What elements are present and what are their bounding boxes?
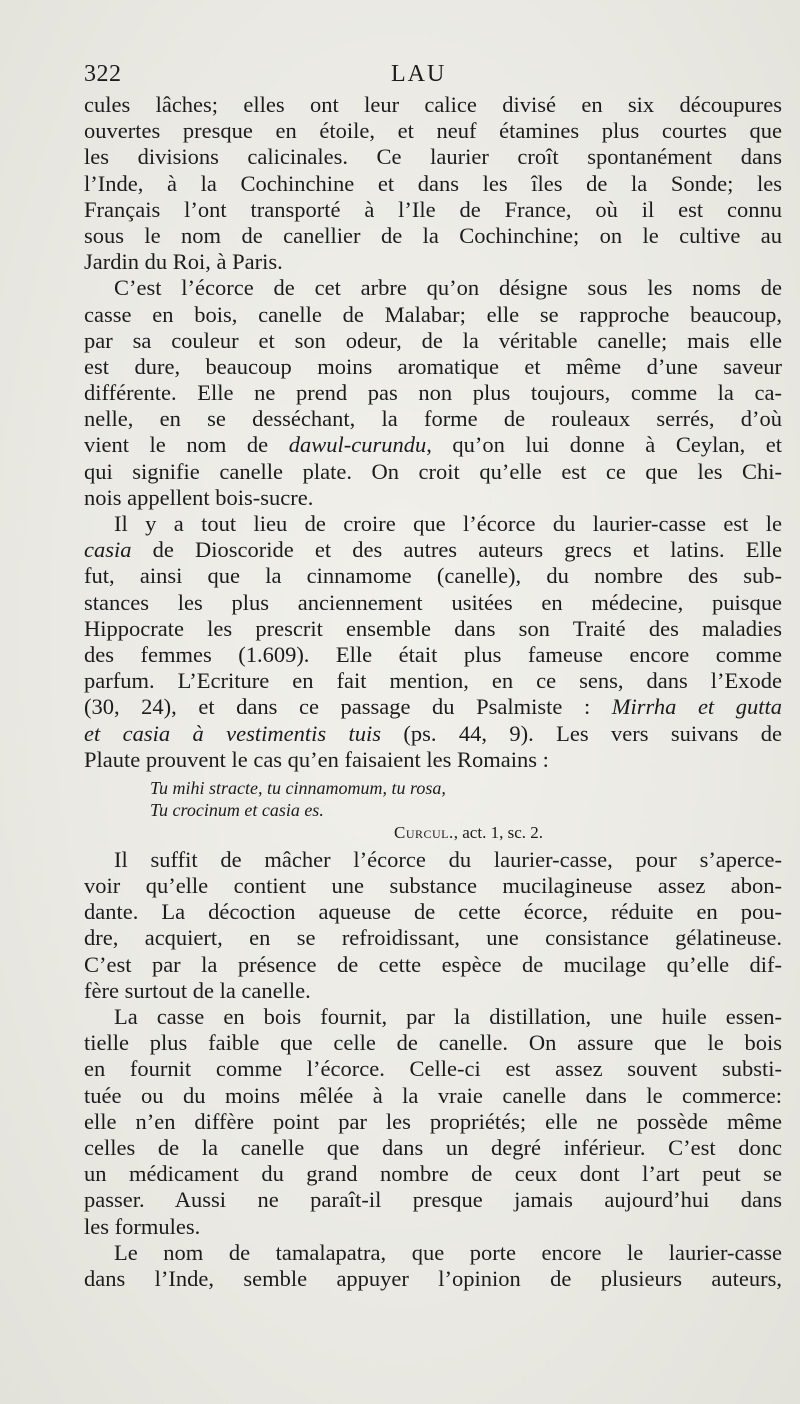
text-line: dre, acquiert, en se refroidissant, une consistance gélatineuse. [84,925,782,951]
text-line: dante. La décoction aqueuse de cette écorce, réduite en pou- [84,899,782,925]
text-run: (ps. 44, 9). Les vers suivans de [381,720,782,746]
text-line [84,537,782,563]
text-line: nois appellent bois-sucre. [84,484,314,510]
citation-ref: , act. 1, sc. 2. [453,822,543,842]
paragraph-3 [84,511,782,773]
text-line: sous le nom de canellier de la Cochinchine; on le cultive au [84,222,782,248]
text-line: est dure, beaucoup moins aromatique et même d’une saveur [84,353,782,379]
verse-quote [84,777,782,845]
text-run: , qu’on lui donne à Ceylan, et [426,432,782,458]
text-line: casse en bois, canelle de Malabar; elle se rapproche beaucoup, [84,301,782,327]
text-line: Il y a tout lieu de croire que l’écorce du laurier-casse est le [114,511,782,536]
paragraph-5 [84,1004,782,1240]
text-line: parfum. L’Ecriture en fait mention, en ce sens, dans l’Exode [84,668,782,694]
italic-quote: Mirrha et gutta [611,694,783,720]
page-number: 322 [84,61,122,87]
paragraph-4 [84,847,782,1004]
text-run: vient le nom de [84,432,289,458]
text-line: fère surtout de la canelle. [84,977,311,1003]
text-line: C’est l’écorce de cet arbre qu’on désigne sous les noms de [114,275,782,301]
text-line: La casse en bois fournit, par la distillation, une huile essen- [114,1004,782,1029]
paragraph-2 [84,275,782,511]
text-line: C’est par la présence de cette espèce de mucilage qu’elle dif- [84,951,782,977]
text-line: Il suffit de mâcher l’écorce du laurier-casse, pour s’aperce- [114,846,782,872]
text-line: un médicament du grand nombre de ceux dont l’art peut se [84,1161,782,1187]
text-line: Plaute prouvent le cas qu’en faisaient les Romains : [84,746,549,772]
italic-quote: et casia à vestimentis tuis [84,720,381,746]
page-header [84,60,782,92]
text-line: les divisions calicinales. Ce laurier croît spontanément dans [84,144,782,170]
text-line: Hippocrate les prescrit ensemble dans son Traité des maladies [84,615,782,641]
text-line: celles de la canelle que dans un degré inférieur. C’est donc [84,1134,782,1160]
text-line: tuée ou du moins mêlée à la vraie canelle dans le commerce: [84,1082,782,1108]
text-line: fut, ainsi que la cinnamome (canelle), du nombre des sub- [84,563,782,589]
text-line: Jardin du Roi, à Paris. [84,249,283,275]
text-line [84,694,782,720]
text-line: qui signifie canelle plate. On croit qu’elle est ce que les Chi- [84,458,782,484]
text-line: cules lâches; elles ont leur calice divisé en six découpures [84,92,782,117]
page-text [84,60,782,1292]
verse-line: Tu mihi stracte, tu cinnamomum, tu rosa, [150,777,446,798]
running-head: LAU [391,61,447,87]
text-line: passer. Aussi ne paraît-il presque jamais aujourd’hui dans [84,1187,782,1213]
text-run: (30, 24), et dans ce passage du Psalmiste : [84,694,612,720]
text-line: Le nom de tamalapatra, que porte encore le laurier-casse [114,1239,782,1265]
text-line: Français l’ont transporté à l’Ile de France, où il est connu [84,196,782,222]
text-line [84,721,782,747]
text-line: stances les plus anciennement usitées en médecine, puisque [84,589,782,615]
text-line: nelle, en se desséchant, la forme de rouleaux serrés, d’où [84,406,782,432]
text-line: en fournit comme l’écorce. Celle-ci est assez souvent substi- [84,1056,782,1082]
verse-line: Tu crocinum et casia es. [150,799,324,820]
paragraph-6 [84,1240,782,1292]
text-line: elle n’en diffère point par les propriétés; elle ne possède même [84,1108,782,1134]
text-line: l’Inde, à la Cochinchine et dans les îles de la Sonde; les [84,170,782,196]
text-line: les formules. [84,1213,201,1239]
text-line: voir qu’elle contient une substance mucilagineuse assez abon- [84,873,782,899]
text-line: ouvertes presque en étoile, et neuf étamines plus courtes que [84,118,782,144]
italic-term: dawul-curundu [288,432,427,458]
quote-citation [84,821,782,845]
text-line: dans l’Inde, semble appuyer l’opinion de plusieurs auteurs, [84,1265,782,1291]
text-line [84,432,782,458]
text-line: par sa couleur et son odeur, de la véritable canelle; mais elle [84,327,782,353]
paragraph-1 [84,92,782,275]
text-line: différente. Elle ne prend pas non plus toujours, comme la ca- [84,380,782,406]
text-run: de Dioscoride et des autres auteurs grecs et latins. Elle [131,537,782,563]
text-line: des femmes (1.609). Elle était plus fameuse encore comme [84,641,782,667]
text-line: tielle plus faible que celle de canelle. On assure que le bois [84,1030,782,1056]
italic-term: casia [84,537,132,563]
citation-work: Curcul. [394,822,454,842]
